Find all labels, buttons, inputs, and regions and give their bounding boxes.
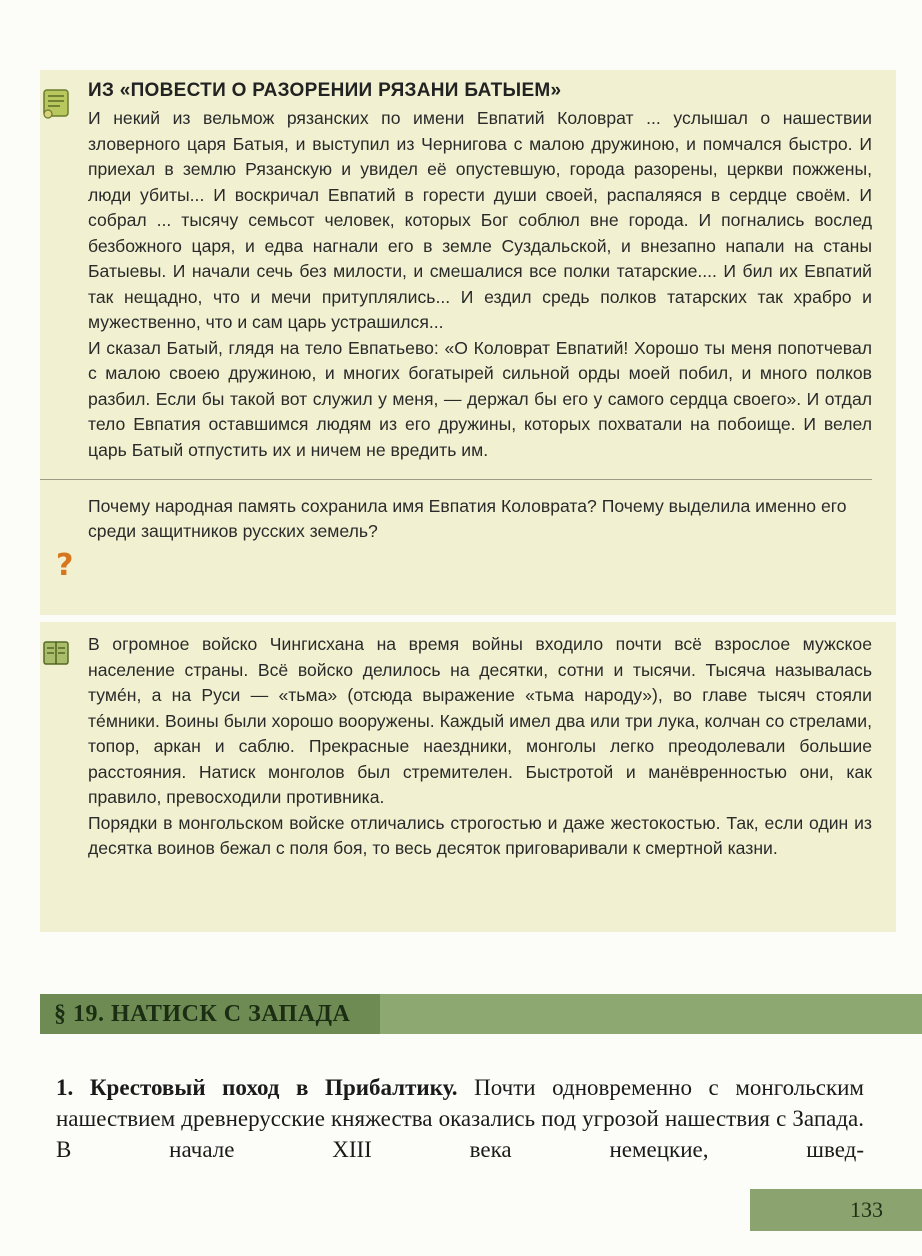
quote-paragraph-1: И некий из вельмож рязанских по имени Евпатий Коловрат ... услышал о нашествии зловерного царя Батыя, и выступил из Чернигова с малою дружиною, и помчался быстро. И приехал в землю Рязанскую и увидел её опустевшую, города разорены, церкви пожжены, люди убиты... И воскричал Евпатий в горести души своей, распаляяся в сердце своём. И собрал ... тысячу семьсот человек, которых Бог соблюл вне города. И погнались вослед безбожного царя, и едва нагнали его в земле Суздальской, и внезапно напали на станы Батыевы. И начали сечь без милости, и смешалися все полки татарские.... И бил их Евпатий так нещадно, что и мечи притуплялись... И ездил средь полков татарских так храбро и мужественно, что и сам царь устрашился... xyxy=(88,108,872,332)
info-paragraph-2: Порядки в монгольском войске отличались строгостью и даже жестокостью. Так, если один из десятка воинов бежал с поля боя, то весь десяток приговаривали к смертной казни. xyxy=(88,812,872,858)
question-text: Почему народная память сохранила имя Евпатия Коловрата? Почему выделила именно его среди защитников русских земель? xyxy=(88,496,847,541)
scroll-icon xyxy=(42,86,70,120)
info-box xyxy=(40,622,896,932)
page-number-bar xyxy=(750,1189,922,1231)
section-title: § 19. НАТИСК С ЗАПАДА xyxy=(40,994,380,1034)
quote-box xyxy=(40,70,896,615)
page-number: 133 xyxy=(850,1197,883,1222)
question-mark-icon: ? xyxy=(56,548,74,583)
quote-paragraph-2: И сказал Батый, глядя на тело Евпатьево: «О Коловрат Евпатий! Хорошо ты меня попотчевал с малою своею дружиною, и многих богатырей сильной орды моей побил, и много полков разбил. Если бы такой вот служил у меня, — держал бы его у самого сердца своего». И отдал тело Евпатия оставшимся людям из его дружины, которых похватали на побоище. И велел царь Батый отпустить их и ничем не вредить им. xyxy=(88,337,872,460)
quote-divider xyxy=(40,479,872,480)
section-text: Почти одновременно с монгольским нашествием древнерусские княжества оказались под угрозой нашествия с Запада. В начале XIII века немецкие, швед- xyxy=(56,1075,864,1162)
quote-heading: ИЗ «ПОВЕСТИ О РАЗОРЕНИИ РЯЗАНИ БАТЫЕМ» xyxy=(88,80,562,101)
section-body xyxy=(56,1072,864,1165)
info-paragraph-1: В огромное войско Чингисхана на время войны входило почти всё взрослое мужское население страны. Всё войско делилось на десятки, сотни и тысячи. Тысяча называлась тумéн, а на Руси — «тьма» (отсюда выражение «тьма народу»), во главе тысяч стояли тéмники. Воины были хорошо вооружены. Каждый имел два или три лука, колчан со стрелами, топор, аркан и саблю. Прекрасные наездники, монголы легко преодолевали большие расстояния. Натиск монголов был стремителен. Быстротой и манёвренностью они, как правило, превосходили противника. xyxy=(88,634,872,807)
section-subheading: 1. Крестовый поход в Прибалтику. xyxy=(56,1075,458,1100)
book-icon xyxy=(42,636,70,670)
